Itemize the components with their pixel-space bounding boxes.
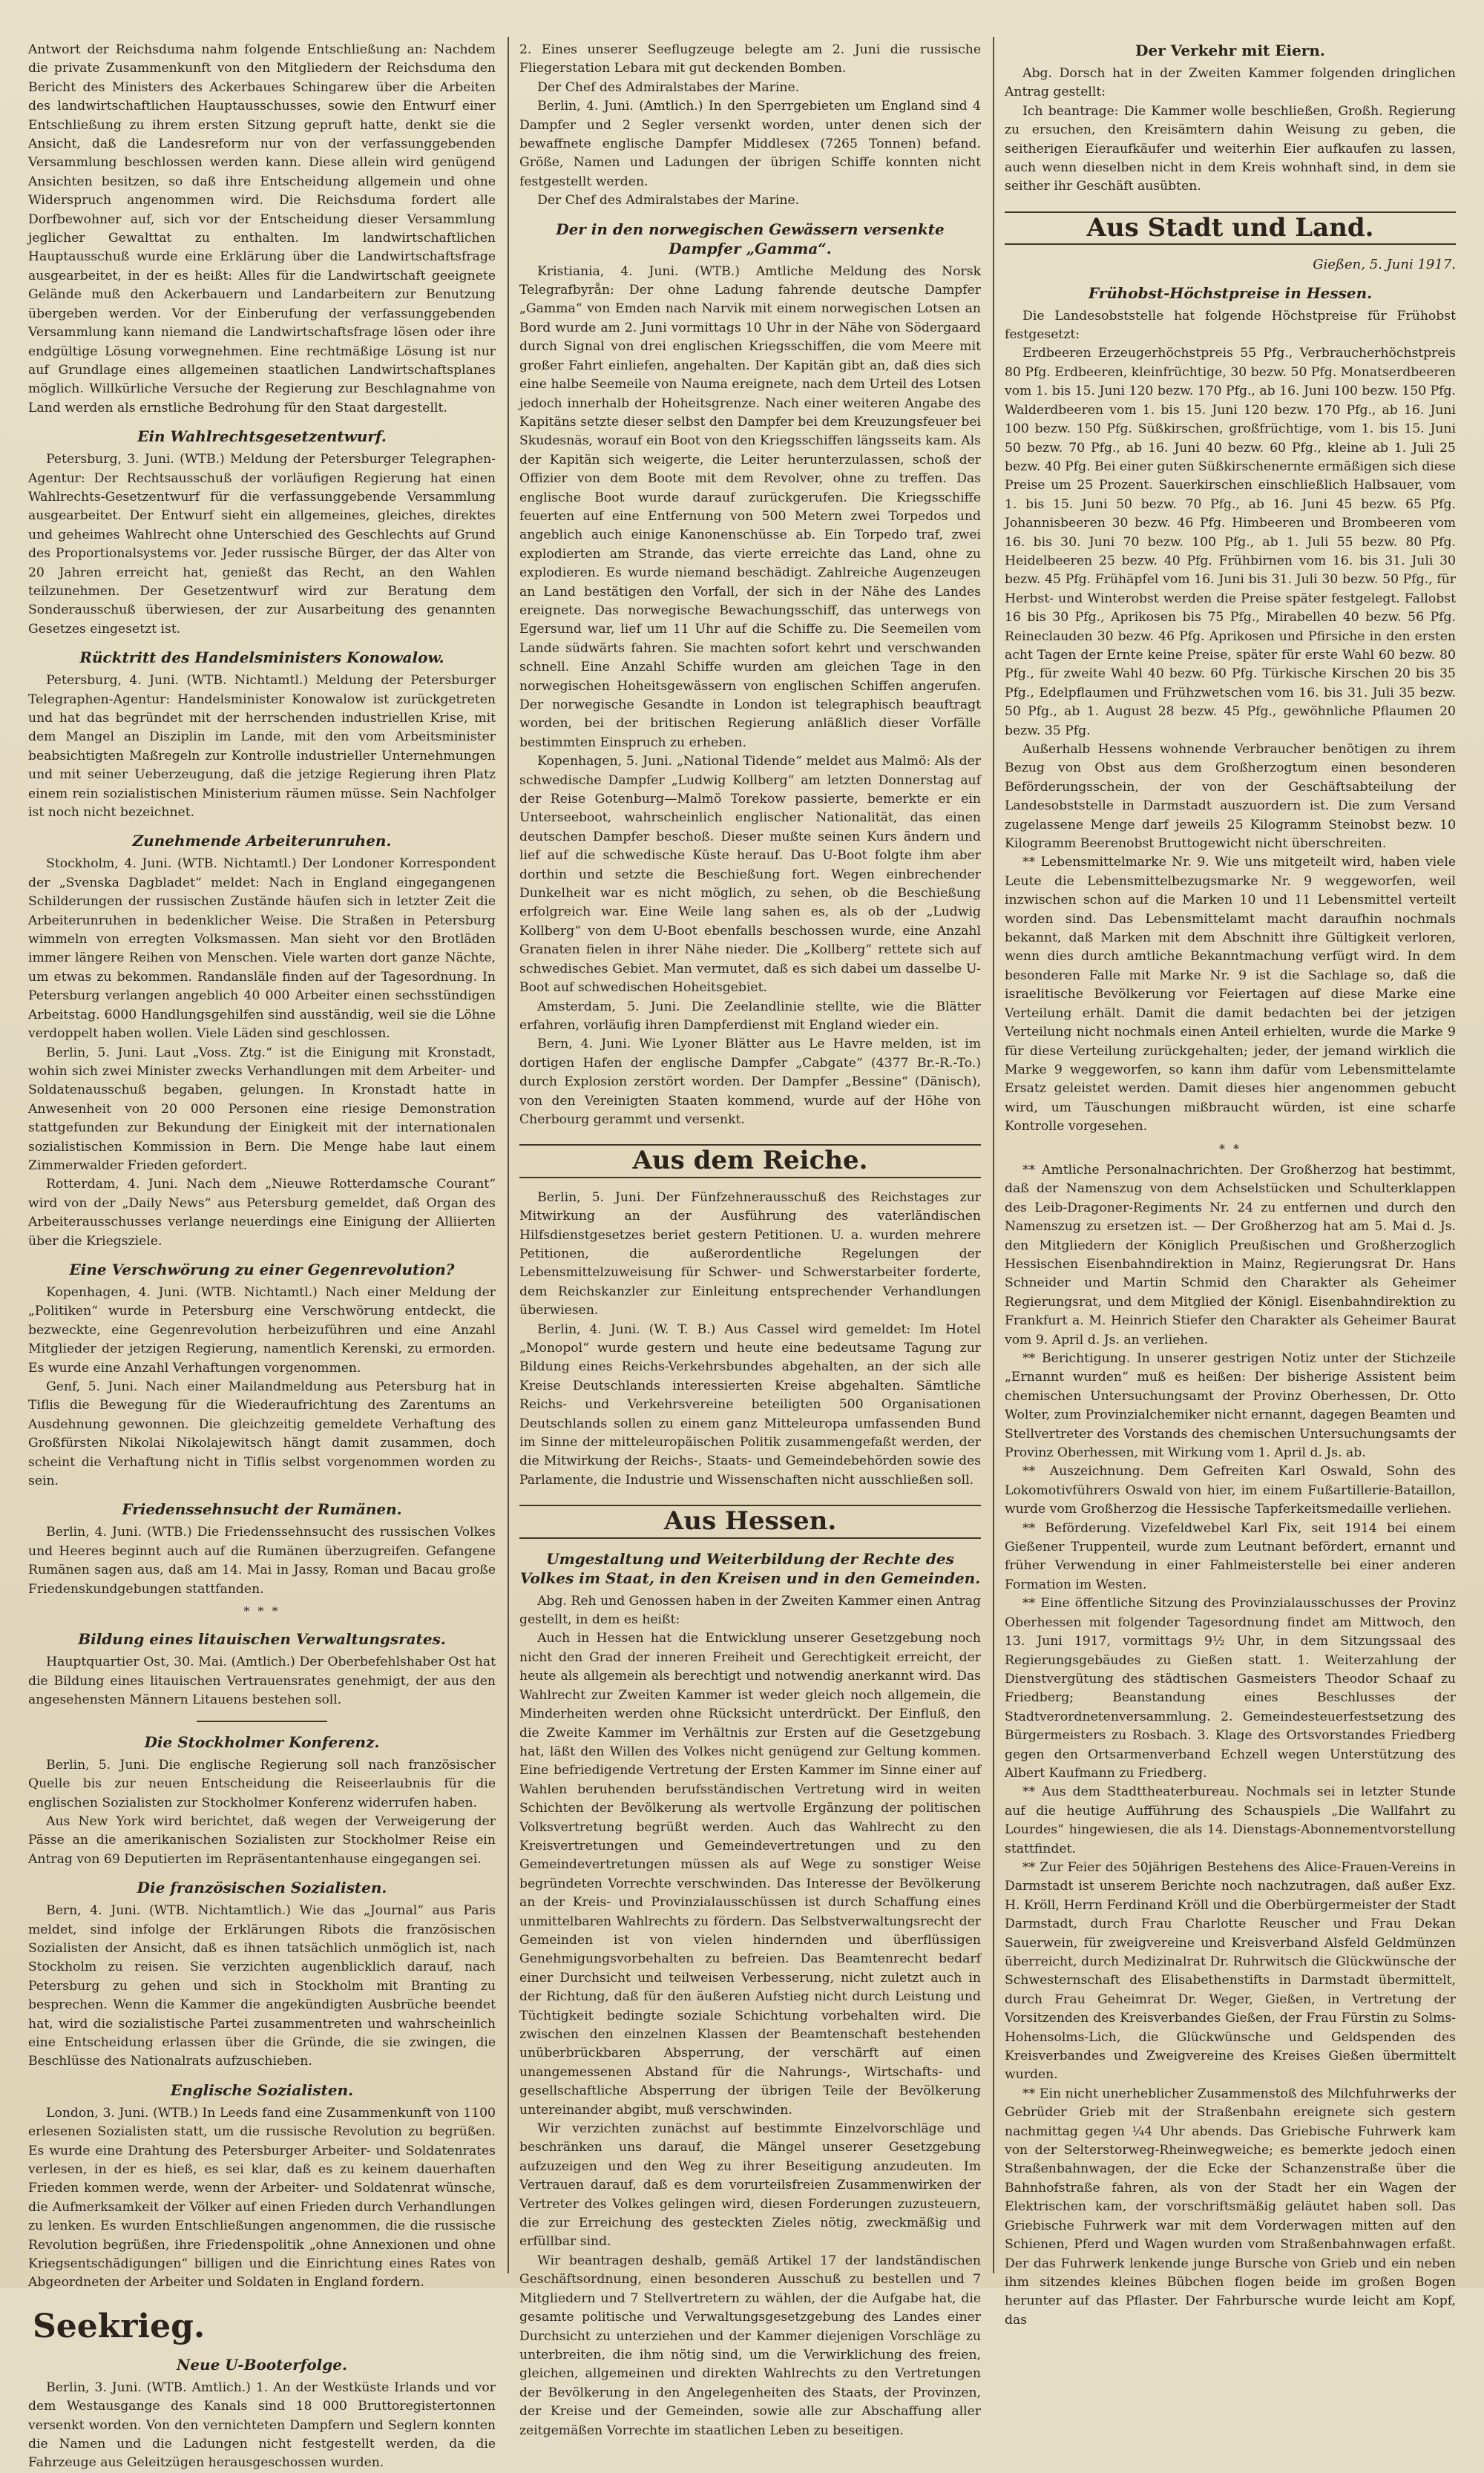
article-paragraph: Berlin, 3. Juni. (WTB. Amtlich.) 1. An der Westküste Irlands und vor dem Westausgange des Kanals sind 18 000 Bruttoregistertonnen versenkt worden. Von den vernichteten Dampfern und Seglern konnten die Namen und die Ladungen nicht festgestellt werden, da die Fahrzeuge aus Geleitzügen herausgeschossen wurden.	[28, 2380, 496, 2471]
article-paragraph: Abg. Reh und Genossen haben in der Zweiten Kammer einen Antrag gestellt, in dem es heißt:	[519, 1593, 982, 1628]
article-paragraph: Berlin, 5. Juni. Der Fünfzehnerausschuß des Reichstages zur Mitwirkung an der Ausführung des vaterländischen Hilfsdienstgesetzes beriet gestern Petitionen. U. a. wurden mehrere Petitionen, die außerordentliche Regelungen der Lebensmittelzuweisung für Schwer- und Schwerstarbeiter forderte, dem Reichskanzler zur Einleitung entsprechender Verhandlungen überwiesen.	[519, 1189, 981, 1318]
column-2	[519, 41, 982, 2438]
article-paragraph: ** Eine öffentliche Sitzung des Provinzialausschusses der Provinz Oberhessen mit folgender Tagesordnung findet am Mittwoch, den 13. Juni 1917, vormittags 9½ Uhr, in dem Sitzungssaal des Regierungsgebäudes zu Gießen statt. 1. Weiterzahlung der Dienstvergütung des städtischen Gasmeisters Theodor Schaaf zu Friedberg; Beanstandung eines Beschlusses der Stadtverordnetenversammlung. 2. Gemeindesteuerfestsetzung des Bürgermeisters zu Rosbach. 3. Klage des Ortsvorstandes Friedberg gegen den Ortsarmenverband Echzell wegen Unterstützung des Albert Kaufmann zu Friedberg.	[1005, 1596, 1456, 1781]
article-paragraph: Kopenhagen, 4. Juni. (WTB. Nichtamtl.) Nach einer Meldung der „Politiken“ wurde in Petersburg eine Verschwörung entdeckt, die bezweckte, eine Gegenrevolution herbeizuführen und eine Anzahl Mitglieder der jetzigen Regierung, namentlich Kerenski, zu ermorden. Es wurde eine Anzahl Verhaftungen vorgenommen.	[28, 1284, 496, 1376]
article-paragraph: Kopenhagen, 5. Juni. „National Tidende“ meldet aus Malmö: Als der schwedische Dampfer „Ludwig Kollberg“ am letzten Donnerstag auf der Reise Gotenburg—Malmö Torekow passierte, bemerkte er ein Unterseeboot, wahrscheinlich englischer Nationalität, das einen deutschen Dampfer beschoß. Dieser mußte seinen Kurs ändern und lief auf die schwedische Küste herauf. Das U-Boot folgte ihm aber dorthin und setzte die Beschießung fort. Wegen einbrechender Dunkelheit war es nicht möglich, zu sehen, ob die Beschießung erfolgreich war. Eine Weile lang sahen es, als ob der „Ludwig Kollberg“ von dem U-Boot ebenfalls beschossen wurde, eine Anzahl Granaten fielen in ihrer Nähe nieder. Die „Kollberg“ rettete sich auf schwedisches Gebiet. Man vermutet, daß es sich dabei um dasselbe U-Boot auf schwedischen Hoheitsgebiet.	[519, 754, 981, 996]
article-headline: Frühobst-Höchstpreise in Hessen.	[1088, 283, 1373, 302]
article-headline: Eine Verschwörung zu einer Gegenrevolution?	[69, 1260, 455, 1278]
article-paragraph: ** Amtliche Personalnachrichten. Der Großherzog hat bestimmt, daß der Namenszug von dem Achselstücken und Schulterklappen des Leib-Dragoner-Regiments Nr. 24 zu entfernen und durch den Namenszug zu ersetzen ist. — Der Großherzog hat am 5. Mai d. Js. den Mitgliedern der Königlich Preußischen und Großherzoglich Hessischen Eisenbahndirektion in Mainz, Regierungsrat Dr. Hans Schneider und Martin Schmid den Charakter als Geheimer Regierungsrat, und dem Mitglied der Königl. Eisenbahndirektion zu Frankfurt a. M. Heinrich Stiefer den Charakter als Geheimer Baurat vom 9. April d. Js. an verliehen.	[1005, 1162, 1456, 1347]
article-paragraph: Bern, 4. Juni. Wie Lyoner Blätter aus Le Havre melden, ist im dortigen Hafen der englische Dampfer „Cabgate“ (4377 Br.-R.-To.) durch Explosion zerstört worden. Der Dampfer „Bessine“ (Dänisch), von den Vereinigten Staaten kommend, wurde auf der Höhe von Cherbourg gerammt und versenkt.	[519, 1037, 981, 1127]
article-headline: Der in den norwegischen Gewässern versenkte Dampfer „Gamma“.	[556, 220, 945, 257]
section-heading: Seekrieg.	[33, 2307, 206, 2345]
article-paragraph: Der Chef des Admiralstabes der Marine.	[537, 79, 800, 95]
article-paragraph: Erdbeeren Erzeugerhöchstpreis 55 Pfg., Verbraucherhöchstpreis 80 Pfg. Erdbeeren, kleinfrüchtige, 30 bezw. 50 Pfg. Monatserdbeeren vom 1. bis 15. Juni 120 bezw. 170 Pfg., ab 16. Juni 100 bezw. 150 Pfg. Walderdbeeren vom 1. bis 15. Juni 120 bezw. 170 Pfg., ab 16. Juni 100 bezw. 150 Pfg. Süßkirschen, großfrüchtige, vom 1. bis 15. Juni 50 bezw. 70 Pfg., ab 16. Juni 40 bezw. 60 Pfg., kleine ab 1. Juli 25 bezw. 40 Pfg. Bei einer guten Süßkirschenernte ermäßigen sich diese Preise um 25 Prozent. Sauerkirschen einschließlich Halbsauer, vom 1. bis 15. Juni 50 bezw. 70 Pfg., ab 16. Juni 45 bezw. 65 Pfg. Johannisbeeren 30 bezw. 46 Pfg. Himbeeren und Brombeeren vom 16. bis 30. Juni 70 bezw. 100 Pfg., ab 1. Juli 55 bezw. 80 Pfg. Heidelbeeren 25 bezw. 40 Pfg. Frühbirnen vom 16. bis 31. Juli 30 bezw. 45 Pfg. Frühäpfel vom 16. Juni bis 31. Juli 30 bezw. 50 Pfg., für Herbst- und Winterobst werden die Preise später festgelegt. Fallobst 16 bis 30 Pfg., Aprikosen bis 75 Pfg., Mirabellen 40 bezw. 56 Pfg. Reineclauden 30 bezw. 46 Pfg. Aprikosen und Pfirsiche in den ersten acht Tagen der Ernte keine Preise, später für erste Wahl 60 bezw. 80 Pfg., für zweite Wahl 40 bezw. 60 Pfg. Türkische Kirschen 20 bis 35 Pfg., Edelpflaumen und Frühzwetschen vom 16. bis 31. Juli 35 bezw. 50 Pfg., ab 1. August 28 bezw. 45 Pfg., gewöhnliche Pflaumen 20 bezw. 35 Pfg.	[1005, 346, 1457, 738]
column-1	[28, 41, 496, 2471]
article-paragraph: Ich beantrage: Die Kammer wolle beschließen, Großh. Regierung zu ersuchen, den Kreisämtern dahin Weisung zu geben, die seitherigen Eieraufkäufer und weiterhin Eier aufkaufen zu lassen, auch wenn dieselben nicht in dem Kreis wohnhaft sind, in dem sie seither ihr Geschäft ausübten.	[1005, 103, 1456, 194]
article-paragraph: London, 3. Juni. (WTB.) In Leeds fand eine Zusammenkunft von 1100 erlesenen Sozialisten statt, um die russische Revolution zu begrüßen. Es wurde eine Drahtung des Petersburger Arbeiter- und Soldatenrates verlesen, in der es hieß, es sei klar, daß es zu keinem dauerhaften Frieden kommen werde, wenn der Arbeiter- und Soldatenrat wünsche, die Aufmerksamkeit der Völker auf einen Frieden durch Verhandlungen zu lenken. Es wurden Entschließungen angenommen, die die russische Revolution begrüßen, ihre Friedenspolitik „ohne Annexionen und ohne Kriegsentschädigungen“ billigen und die Einrichtung eines Rates von Abgeordneten der Arbeiter und Soldaten in England fordern.	[28, 2105, 496, 2290]
article-paragraph: Wir verzichten zunächst auf bestimmte Einzelvorschläge und beschränken uns darauf, die Mängel unserer Gesetzgebung aufzuzeigen und den Weg zu ihrer Beseitigung anzudeuten. Im Vertrauen darauf, daß es dem vorurteilsfreien Zusammenwirken der Vertreter des Volkes gelingen wird, diesen Forderungen zuzusteuern, die zur Erreichung des gesteckten Zieles nötig, zweckmäßig und erfüllbar sind.	[519, 2121, 981, 2250]
column-divider	[508, 37, 509, 2273]
column-divider	[993, 37, 994, 2273]
article-headline: Friedenssehnsucht der Rumänen.	[122, 1500, 402, 1519]
separator-stars: * *	[1218, 1141, 1242, 1156]
section-heading	[519, 1144, 981, 1178]
article-paragraph: Kristiania, 4. Juni. (WTB.) Amtliche Meldung des Norsk Telegrafbyrån: Der ohne Ladung fahrende deutsche Dampfer „Gamma“ von Emden nach Narvik mit einem norwegischen Lotsen an Bord wurde am 2. Juni vormittags 10 Uhr in der Nähe von Södergaard durch Signal von drei englischen Kriegsschiffen, die vom Meere mit großer Fahrt einliefen, angehalten. Der Kapitän gibt an, daß dies sich eine halbe Seemeile von Nauma ereignete, nach dem Urteil des Lotsen jedoch innerhalb der Hoheitsgrenze. Nach einer weiteren Angabe des Kapitäns setzte dieser selbst den Dampfer bei dem Kreuzungsfeuer bei Skudesnäs, worauf ein Boot von den Kriegsschiffen längsseits kam. Als der Kapitän sich weigerte, die Leiter herunterzulassen, schoß der Offizier von dem Boote mit dem Revolver, ohne zu treffen. Das englische Boot wurde darauf zurückgerufen. Die Kriegsschiffe feuerten auf eine Entfernung von 500 Metern zwei Torpedos und angeblich auch einige Kanonenschüsse ab. Ein Torpedo traf, zwei explodierten am Strande, das vierte erreichte das Land, ohne zu explodieren. Es wurde niemand beschädigt. Zahlreiche Augenzeugen an Land bestätigen den Vorfall, der sich in der Nähe des Landes ereignete. Das norwegische Bewachungsschiff, das unterwegs von Egersund war, lief um 11 Uhr auf die Schiffe zu. Die Seemeilen vom Lande südwärts fahren. Sie machten sofort kehrt und verschwanden schnell. Eine Anzahl Schiffe wurden am gleichen Tage in den norwegischen Hoheitsgewässern von englischen Schiffen angerufen. Der norwegische Gesandte in London ist telegraphisch beauftragt worden, bei der britischen Regierung anläßlich dieser Vorfälle bestimmten Einspruch zu erheben.	[519, 263, 981, 750]
article-paragraph: Berlin, 5. Juni. Die englische Regierung soll nach französischer Quelle bis zur neuen Entscheidung die Reiseerlaubnis für die englischen Sozialisten zur Stockholmer Konferenz widerrufen haben.	[28, 1757, 496, 1810]
article-paragraph: Rotterdam, 4. Juni. Nach dem „Nieuwe Rotterdamsche Courant“ wird von der „Daily News“ aus Petersburg gemeldet, daß Organ des Arbeiterausschusses verlange neuerdings eine Einigung der Alliierten über die Kriegsziele.	[28, 1177, 496, 1249]
article-paragraph: Petersburg, 3. Juni. (WTB.) Meldung der Petersburger Telegraphen-Agentur: Der Rechtsausschuß der vorläufigen Regierung hat einen Wahlrechts-Gesetzentwurf für die verfassunggebende Versammlung ausgearbeitet. Der Entwurf sieht ein allgemeines, gleiches, direktes und geheimes Wahlrecht ohne Unterschied des Geschlechts auf Grund des Proportionalsystems vor. Jeder russische Bürger, der das Alter von 20 Jahren erreicht hat, genießt das Recht, an den Wahlen teilzunehmen. Der Gesetzentwurf wird zur Beratung dem Sonderausschuß überwiesen, der zur Ausarbeitung des genannten Gesetzes eingesetzt ist.	[28, 452, 496, 637]
article-headline: Die Stockholmer Konferenz.	[144, 1733, 380, 1751]
article-headline: Ein Wahlrechtsgesetzentwurf.	[137, 427, 387, 446]
article-paragraph: Wir beantragen deshalb, gemäß Artikel 17 der landständischen Geschäftsordnung, einen besonderen Ausschuß zu bestellen und 7 Mitgliedern und 7 Stellvertretern zu wählen, der die Aufgabe hat, die gesamte politische und Verwaltungsgesetzgebung des Landes einer Durchsicht zu unterziehen und der Kammer diejenigen Vorschläge zu unterbreiten, die ihm nötig sind, um die Verwirklichung des freien, gleichen, allgemeinen und direkten Wahlrechts zu den Vertretungen der Bevölkerung in den Angelegenheiten des Staats, der Provinzen, der Kreise und der Gemeinden, sowie alle zur Abschaffung aller zeitgemäßen Vorrechte im staatlichen Leben zu beseitigen.	[519, 2253, 981, 2438]
article-paragraph: Auch in Hessen hat die Entwicklung unserer Gesetzgebung noch nicht den Grad der inneren Freiheit und Gerechtigkeit erreicht, der heute als allgemein als berechtigt und notwendig anerkannt wird. Das Wahlrecht zur Zweiten Kammer ist weder gleich noch allgemein, die Minderheiten werden ohne Rücksicht unterdrückt. Der Einfluß, den die Zweite Kammer im Verhältnis zur Ersten auf die Gesetzgebung hat, läßt den Willen des Volkes nicht genügend zur Geltung kommen. Eine befriedigende Vertretung der Ersten Kammer im Sinne einer auf Wahlen beruhenden berufsständischen Vertretung wird in weiten Schichten der Bevölkerung als wertvolle Ergänzung der politischen Volksvertretung begrüßt werden. Auch das Wahlrecht zu den Kreisvertretungen und Gemeindevertretungen und zu den Gemeindevertretungen müssen als auf Wege zu sonstiger Weise begründeten Vorrechte verschwinden. Das Interesse der Bevölkerung an der Kreis- und Provinzialausschüssen ist durch Schaffung eines unmittelbaren Wahlrechts zu fördern. Das Selbstverwaltungsrecht der Gemeinden ist von vielen hindernden und überflüssigen Genehmigungsvorbehalten zu befreien. Das Beamtenrecht bedarf einer Durchsicht und teilweisen Verbesserung, nicht zuletzt auch in der Richtung, daß für den äußeren Aufstieg nicht durch Leistung und Tüchtigkeit bedingte soziale Schichtung vorbehalten wird. Die zwischen den einzelnen Klassen der Beamtenschaft bestehenden unüberbrückbaren Absperrung, der verschärft auf einen unangemessenen Abstand für die Nahrungs-, Wirtschafts- und gesellschaftliche Absperrung der übrigen Teile der Bevölkerung untereinander abgibt, muß verschwinden.	[519, 1631, 981, 2118]
article-paragraph: 2. Eines unserer Seeflugzeuge belegte am 2. Juni die russische Fliegerstation Lebara mit gut deckenden Bomben.	[519, 42, 981, 76]
article-headline: Zunehmende Arbeiterunruhen.	[132, 832, 392, 850]
article-paragraph: Amsterdam, 5. Juni. Die Zeelandlinie stellte, wie die Blätter erfahren, vorläufig ihren Dampferdienst mit England wieder ein.	[519, 999, 981, 1033]
article-paragraph: Außerhalb Hessens wohnende Verbraucher benötigen zu ihrem Bezug von Obst aus dem Großherzogtum einen besonderen Beförderungsschein, der von der Geschäftsabteilung der Landesobststelle in Darmstadt auszuordern ist. Die zum Versand zugelassene Menge darf jeweils 25 Kilogramm Steinobst bezw. 10 Kilogramm Beerenobst Bruttogewicht nicht überschreiten.	[1005, 742, 1456, 852]
article-paragraph: Der Chef des Admiralstabes der Marine.	[537, 193, 800, 208]
article-paragraph: ** Aus dem Stadttheaterbureau. Nochmals sei in letzter Stunde auf die heutige Aufführung des Schauspiels „Die Wallfahrt zu Lourdes“ hingewiesen, die als 14. Dienstags-Abonnementvorstellung stattfindet.	[1005, 1784, 1456, 1856]
article-paragraph: ** Auszeichnung. Dem Gefreiten Karl Oswald, Sohn des Lokomotivführers Oswald von hier, im einem Fußartillerie-Bataillon, wurde vom Großherzog die Hessische Tapferkeitsmedaille verliehen.	[1005, 1464, 1456, 1517]
section-heading	[519, 1505, 981, 1538]
dateline: Gießen, 5. Juni 1917.	[1313, 257, 1456, 273]
article-headline: Bildung eines litauischen Verwaltungsrates.	[78, 1630, 446, 1649]
article-paragraph: ** Lebensmittelmarke Nr. 9. Wie uns mitgeteilt wird, haben viele Leute die Lebensmittelbezugsmarke Nr. 9 weggeworfen, weil inzwischen schon auf die Marken 10 und 11 Lebensmittel verteilt worden sind. Das Lebensmittelamt macht daraufhin nochmals bekannt, daß Marken mit dem Abschnitt ihre Gültigkeit verloren, wenn dies durch amtliche Bekanntmachung verfügt wird. In dem besonderen Falle mit Marke Nr. 9 ist die Sachlage so, daß die israelitische Bevölkerung vor Feiertagen auf diese Marke eine Verteilung erhält. Damit die damit bedachten bei der jetzigen Verteilung nicht nochmals einen Anteil erhielten, wurde die Marke 9 für diese Verteilung zurückgehalten; jeder, der jemand wirklich die Marke 9 weggeworfen, so kann ihm dafür vom Lebensmittelamte Ersatz geleistet werden. Damit dieses hier angenommen gebucht wird, um Täuschungen mißbraucht würden, ist eine scharfe Kontrolle vorgesehen.	[1005, 855, 1456, 1134]
article-headline: Umgestaltung und Weiterbildung der Rechte des Volkes im Staat, in den Kreisen und in den Gemeinden.	[519, 1549, 981, 1587]
article-paragraph: Antwort der Reichsduma nahm folgende Entschließung an: Nachdem die private Zusammenkunft von den Mitgliedern der Reichsduma den Bericht des Ministers des Ackerbaues Schingarew über die Arbeiten des landwirtschaftlichen Hauptausschusses, sowie den Entwurf einer Entschließung zu ihrem ersten Sitzung gepruft hatte, denkt sie die Ansicht, daß die Landesreform nur von der verfassunggebenden Versammlung beschlossen werden kann. Diese allein wird genügend Ansichten besitzen, so daß ihre Entscheidung allgemein und ohne Widerspruch angenommen wird. Die Reichsduma fordert alle Dorfbewohner auf, sich vor der Entscheidung dieser Versammlung jeglicher Gewalttat zu enthalten. Im landwirtschaftlichen Hauptausschuß wurde eine Erklärung über die Landwirtschaftsfrage ausgearbeitet, in der es heißt: Alles für die Landwirtschaft geeignete Gelände muß den Ackerbauern und Landarbeitern zur Benutzung übergeben werden. Vor der Einberufung der verfassunggebenden Versammlung kann niemand die Landwirtschaftsfrage lösen oder ihre endgültige Lösung vorwegnehmen. Eine rechtmäßige Lösung ist nur auf Grundlage eines allgemeinen staatlichen Landwirtschaftsplanes möglich. Willkürliche Versuche der Regierung zur Beschlagnahme von Land werden als ernstliche Bedrohung für den Staat dargestellt.	[28, 42, 496, 416]
article-paragraph: Berlin, 4. Juni. (WTB.) Die Friedenssehnsucht des russischen Volkes und Heeres beginnt auch auf die Rumänen überzugreifen. Gefangene Rumänen sagen aus, daß am 14. Mai in Jassy, Roman und Bacau große Friedenskundgebungen stattfanden.	[28, 1525, 496, 1597]
article-paragraph: Hauptquartier Ost, 30. Mai. (Amtlich.) Der Oberbefehlshaber Ost hat die Bildung eines litauischen Vertrauensrates genehmigt, der aus den angesehensten Männern Litauens bestehen soll.	[28, 1655, 496, 1708]
article-headline: Die französischen Sozialisten.	[137, 1879, 387, 1897]
article-headline: Neue U-Booterfolge.	[177, 2355, 347, 2374]
article-paragraph: ** Beförderung. Vizefeldwebel Karl Fix, seit 1914 bei einem Gießener Truppenteil, wurde zum Leutnant befördert, ernannt und früher Verwendung in einer Fahlmeisterstelle bei einer anderen Formation im Westen.	[1005, 1520, 1456, 1592]
article-paragraph: Abg. Dorsch hat in der Zweiten Kammer folgenden dringlichen Antrag gestellt:	[1005, 66, 1456, 100]
section-heading-text: Aus dem Reiche.	[632, 1146, 868, 1176]
section-heading-text: Aus Stadt und Land.	[1086, 212, 1374, 243]
article-paragraph: Petersburg, 4. Juni. (WTB. Nichtamtl.) Meldung der Petersburger Telegraphen-Agentur: Handelsminister Konowalow ist zurückgetreten und hat das begründet mit der herrschenden industriellen Krise, mit dem Mangel an Disziplin im Lande, mit den vom Arbeitsminister beabsichtigten Maßregeln zur Kontrolle industrieller Unternehmungen und mit seiner Ueberzeugung, daß die jetzige Regierung ihren Platz einem rein sozialistischen Ministerium räumen müsse. Sein Nachfolger ist noch nicht bezeichnet.	[28, 673, 496, 821]
article-paragraph: Stockholm, 4. Juni. (WTB. Nichtamtl.) Der Londoner Korrespondent der „Svenska Dagbladet“ meldet: Nach in England eingegangenen Schilderungen der russischen Zustände häufen sich in letzter Zeit die Arbeiterunruhen in bedenklicher Weise. Die Straßen in Petersburg wimmeln von erregten Volksmassen. Man sieht vor den Brotläden immer längere Reihen von Menschen. Viele warten dort ganze Nächte, um etwas zu bekommen. Randansläle finden auf der Tagesordnung. In Petersburg verlangen angeblich 40 000 Arbeiter einen sechsstündigen Arbeitstag. 6000 Handlungsgehilfen sind ausständig, weil sie die Löhne verdoppelt haben wollen. Viele Läden sind geschlossen.	[28, 856, 496, 1042]
separator-stars: * * *	[243, 1604, 280, 1619]
article-paragraph: Die Landesobststelle hat folgende Höchstpreise für Frühobst festgesetzt:	[1005, 308, 1456, 343]
separator-rule	[197, 1721, 327, 1722]
article-paragraph: Berlin, 5. Juni. Laut „Voss. Ztg.“ ist die Einigung mit Kronstadt, wohin sich zwei Minister zwecks Verhandlungen mit dem Arbeiter- und Soldatenausschuß begaben, gelungen. In Kronstadt hatte in Anwesenheit von 20 000 Personen eine riesige Demonstration stattgefunden zur Bekundung der Einigkeit mit der internationalen sozialistischen Kommission in Bern. Die Menge habe laut einem Zimmerwalder Frieden gefordert.	[28, 1045, 496, 1173]
article-paragraph: ** Berichtigung. In unserer gestrigen Notiz unter der Stichzeile „Ernannt wurden“ muß es heißen: Der bisherige Assistent beim chemischen Untersuchungsamt der Provinz Oberhessen, Dr. Otto Wolter, zum Provinzialchemiker nicht ernannt, dagegen Beamten und Stellvertreter des Vorstands des chemischen Untersuchungsamts der Provinz Oberhessen, mit Wirkung vom 1. April d. Js. ab.	[1005, 1351, 1456, 1461]
article-paragraph: ** Zur Feier des 50jährigen Bestehens des Alice-Frauen-Vereins in Darmstadt ist unserem Berichte noch nachzutragen, daß außer Exz. H. Kröll, Herrn Ferdinand Kröll und die Oberbürgermeister der Stadt Darmstadt, durch Frau Charlotte Reuscher und Frau Dekan Sauerwein, für zweigvereine und Kreisverband Alsfeld Geldmünzen überreicht, durch Medizinalrat Dr. Ruhrwitsch die Glückwünsche der Schwesternschaft des Elisabethenstifts in Darmstadt übermittelt, durch Frau Geheimrat Dr. Weger, Gießen, in Vertretung der Vorsitzenden des Kreisverbandes Gießen, der Frau Fürstin zu Solms-Hohensolms-Lich, die Glückwünsche und Geldspenden des Kreisverbandes und Zweigvereine des Kreises Gießen übermittelt wurden.	[1005, 1859, 1456, 2083]
section-heading	[1005, 211, 1456, 245]
article-paragraph: Bern, 4. Juni. (WTB. Nichtamtlich.) Wie das „Journal“ aus Paris meldet, sind infolge der Erklärungen Ribots die französischen Sozialisten der Ansicht, daß es ihnen tatsächlich unmöglich ist, nach Stockholm zu reisen. Sie verzichten augenblicklich darauf, nach Petersburg zu gehen und sich in Stockholm mit Branting zu besprechen. Wenn die Kammer die angekündigten Ausbrüche beendet hat, wird die sozialistische Partei zusammentreten und wahrscheinlich eine Entscheidung erlassen über die Gründe, die sie zwingen, die Beschlüsse des Nationalrats aufzuschieben.	[28, 1903, 496, 2069]
section-heading-text: Aus Hessen.	[663, 1506, 837, 1537]
article-headline: Rücktritt des Handelsministers Konowalow.	[79, 648, 444, 667]
article-paragraph: Berlin, 4. Juni. (Amtlich.) In den Sperrgebieten um England sind 4 Dampfer und 2 Segler versenkt worden, unter denen sich der bewaffnete englische Dampfer Middlesex (7265 Tonnen) befand. Größe, Namen und Ladungen der übrigen Schiffe konnten nicht festgestellt werden.	[519, 99, 981, 189]
article-paragraph: ** Ein nicht unerheblicher Zusammenstoß des Milchfuhrwerks der Gebrüder Grieb mit der Straßenbahn ereignete sich gestern nachmittag gegen ¼4 Uhr abends. Das Griebische Fuhrwerk kam von der Selterstorweg-Rheinwegweiche; es bemerkte jedoch einen Straßenbahnwagen, der die Ecke der Schanzenstraße über die Bahnhofstraße fahren, als von der Stadt her ein Wagen der Elektrischen kam, der vorschriftsmäßig geläutet haben soll. Das Griebische Fuhrwerk war mit dem Vorderwagen mitten auf den Schienen, Pferd und Wagen wurden vom Straßenbahnwagen erfaßt. Der das Fuhrwerk lenkende junge Bursche von Grieb und ein neben ihm sitzendes kleines Bübchen flogen beide im großen Bogen herunter auf das Pflaster. Der Fahrbursche wurde leicht am Kopf, das	[1005, 2086, 1456, 2328]
article-paragraph: Aus New York wird berichtet, daß wegen der Verweigerung der Pässe an die amerikanischen Sozialisten zur Stockholmer Reise ein Antrag von 69 Deputierten im Repräsentantenhause eingegangen sei.	[28, 1813, 496, 1867]
article-paragraph: Genf, 5. Juni. Nach einer Mailandmeldung aus Petersburg hat in Tiflis die Bewegung für die Wiederaufrichtung des Zarentums an Ausdehnung gewonnen. Die gleichzeitig gemeldete Verhaftung des Großfürsten Nikolai Nikolajewitsch hängt damit zusammen, doch scheint die Verhaftung nicht in Tiflis selbst vorgenommen worden zu sein.	[28, 1379, 496, 1489]
column-3	[1005, 41, 1457, 2328]
article-paragraph: Berlin, 4. Juni. (W. T. B.) Aus Cassel wird gemeldet: Im Hotel „Monopol“ wurde gestern und heute eine bedeutsame Tagung zur Bildung eines Reichs-Verkehrsbundes abgehalten, an der sich alle Kreise Deutschlands interessierten Kreise abgehalten. Sämtliche Reichs- und Verkehrsvereine beteiligten 500 Organisationen Deutschlands sollen zu einem ganz Mitteleuropa umfassenden Bund im Sinne der mitteleuropäischen Politik zusammengefaßt werden, der die Mitwirkung der Reichs-, Staats- und Gemeindebehörden sowie des Parlamente, die Industrie und Wissenschaften nicht ausschließen soll.	[519, 1321, 981, 1488]
article-headline: Englische Sozialisten.	[170, 2080, 354, 2099]
article-headline: Der Verkehr mit Eiern.	[1135, 42, 1325, 59]
